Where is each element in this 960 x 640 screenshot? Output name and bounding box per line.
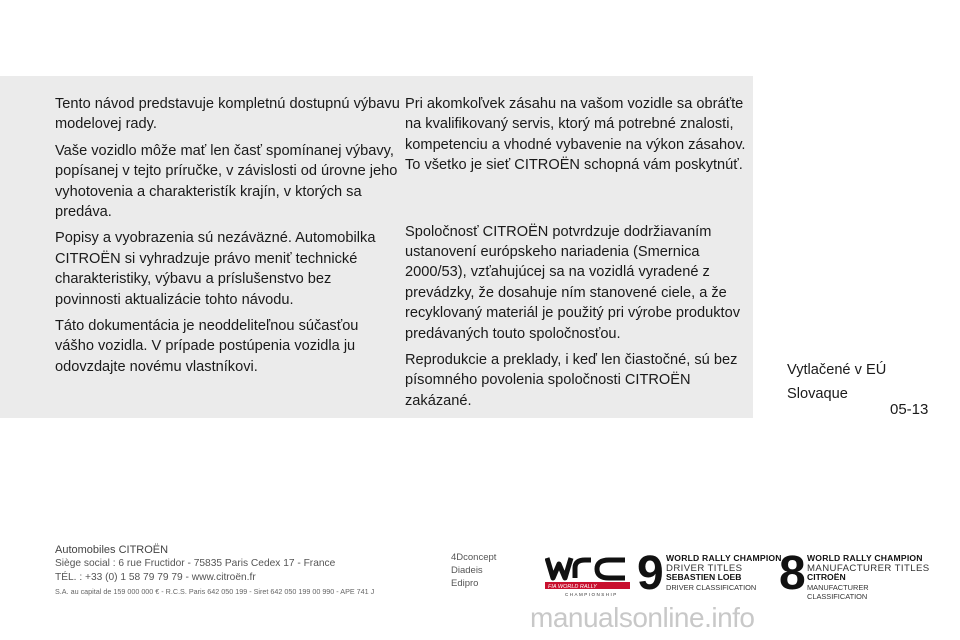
driver-line1: WORLD RALLY CHAMPION <box>666 553 782 563</box>
footer-agencies <box>451 551 496 590</box>
left-text-column <box>55 94 400 383</box>
company-phone: TÉL. : +33 (0) 1 58 79 79 79 - www.citroën.fr <box>55 572 256 583</box>
paragraph: Popisy a vyobrazenia sú nezáväzné. Automobilka CITROËN si vyhradzuje právo meniť technické charakteristiky, výbavu a príslušenstvo bez povinnosti aktualizácie tohto návodu. <box>55 230 376 308</box>
rally-logos <box>545 547 930 602</box>
driver-title-count: 9 <box>637 547 664 600</box>
wrc-bottom: CHAMPIONSHIP <box>565 592 618 597</box>
language-label: Slovaque <box>787 386 848 402</box>
driver-line4: DRIVER CLASSIFICATION <box>666 582 757 592</box>
agency-name: Diadeis <box>451 565 483 576</box>
paragraph: Pri akomkoľvek zásahu na vašom vozidle sa obráťte na kvalifikovaný servis, ktorý má potrebné znalosti, kompetenciu a vhodné vybavenie na výkon zásahov. To všetko je sieť CITROËN schopná vám poskytnúť. <box>405 96 746 174</box>
company-address: Siège social : 6 rue Fructidor - 75835 Paris Cedex 17 - France <box>55 558 336 569</box>
paragraph: Tento návod predstavuje kompletnú dostupnú výbavu modelovej rady. <box>55 96 400 133</box>
wrc-logo <box>545 552 630 597</box>
driver-titles <box>666 554 782 592</box>
wrc-subtitle: FIA WORLD RALLY <box>548 584 597 590</box>
print-info <box>787 358 886 406</box>
manufacturer-line4: MANUFACTURER CLASSIFICATION <box>807 582 869 602</box>
paragraph: Reprodukcie a preklady, i keď len čiastočné, sú bez písomného povolenia spoločnosti CITROËN zakázané. <box>405 352 738 409</box>
manufacturer-title-count: 8 <box>779 547 806 600</box>
agency-name: 4Dconcept <box>451 552 497 563</box>
paragraph: Táto dokumentácia je neoddeliteľnou súčasťou vášho vozidla. V prípade postúpenia vozidla ju odovzdajte novému vlastníkovi. <box>55 318 359 375</box>
manufacturer-line1: WORLD RALLY CHAMPION <box>807 553 923 563</box>
right-text-column <box>405 94 750 417</box>
manufacturer-titles <box>807 554 930 602</box>
paragraph: Spoločnosť CITROËN potvrdzuje dodržiavaním ustanovení európskeho nariadenia (Smernica 2000/53), vzťahujúcej sa na vozidlá vyradené z prevádzky, že dosahuje ním stanovené ciele, a že recyklovaný materiál je použitý pri výrobe produktov predávaných touto spoločnosťou. <box>405 223 740 342</box>
manufacturer-line2: MANUFACTURER TITLES <box>807 562 930 574</box>
driver-line3: SEBASTIEN LOEB <box>666 572 742 583</box>
company-name: Automobiles CITROËN <box>55 544 169 556</box>
watermark: manualsonline.info <box>530 602 755 633</box>
document-code: 05-13 <box>890 401 929 418</box>
printed-in-label: Vytlačené v EÚ <box>787 362 887 378</box>
wrc-logo-icon <box>545 552 630 597</box>
company-legal: S.A. au capital de 159 000 000 € - R.C.S. Paris 642 050 199 - Siret 642 050 199 00 990 - APE 741 J <box>55 587 375 596</box>
footer-address <box>55 543 374 599</box>
paragraph: Vaše vozidlo môže mať len časť spomínanej výbavy, popísanej v tejto príručke, v závislosti od úrovne jeho vyhotovenia a charakteristík krajín, v ktorých sa predáva. <box>55 142 398 221</box>
agency-name: Edipro <box>451 578 479 589</box>
manufacturer-line3: CITROËN <box>807 572 846 583</box>
driver-line2: DRIVER TITLES <box>666 562 743 574</box>
